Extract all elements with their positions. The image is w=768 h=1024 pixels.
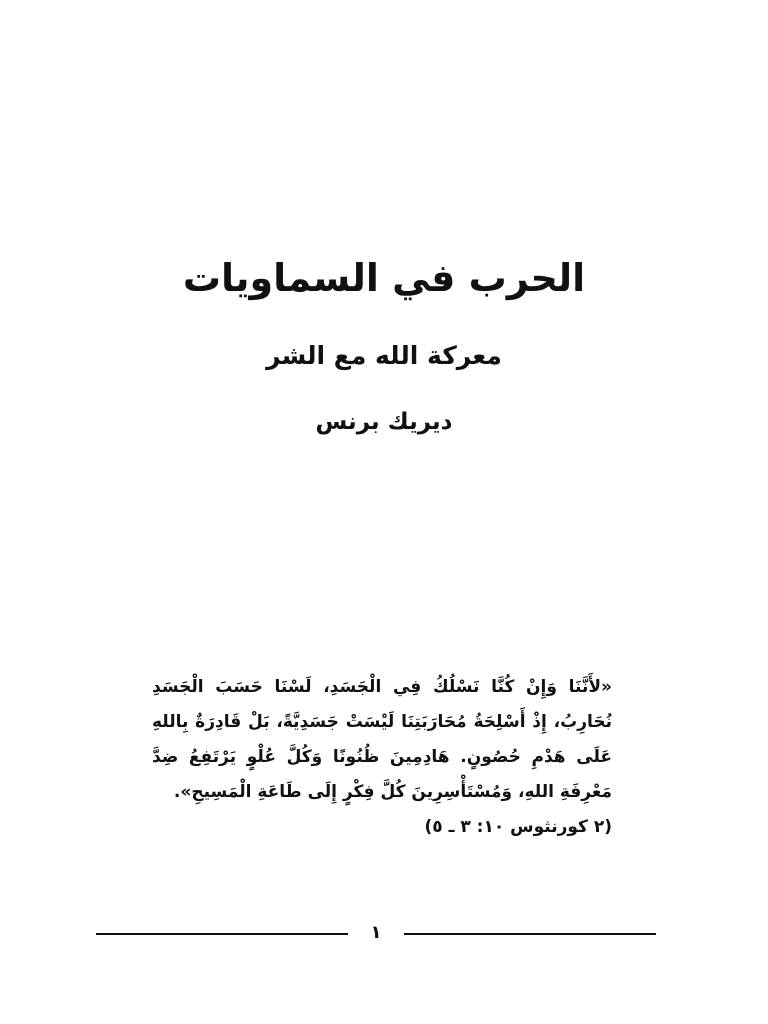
book-title: الحرب في السماويات — [182, 256, 586, 300]
page-number: ١ — [370, 922, 382, 943]
book-author: ديريك برنس — [315, 409, 453, 435]
book-subtitle: معركة الله مع الشر — [266, 341, 502, 370]
page-footer — [96, 918, 656, 948]
epigraph — [152, 670, 612, 845]
epigraph-reference: (٢ كورنثوس ١٠: ٣ ـ ٥) — [424, 817, 612, 837]
footer-rule-right — [404, 933, 656, 935]
epigraph-text: «لأَنَّنَا وَإِنْ كُنَّا نَسْلُكُ فِي الْجَسَدِ، لَسْنَا حَسَبَ الْجَسَدِ نُحَارِبُ، إِذْ أَسْلِحَةُ مُحَارَبَتِنَا لَيْسَتْ جَسَدِيَّةً، بَلْ قَادِرَةٌ بِاللهِ عَلَى هَدْمِ حُصُونٍ. هَادِمِينَ ظُنُونًا وَكُلَّ عُلْوٍ يَرْتَفِعُ ضِدَّ مَعْرِفَةِ اللهِ، وَمُسْتَأْسِرِينَ كُلَّ فِكْرٍ إِلَى طَاعَةِ الْمَسِيحِ». — [152, 677, 612, 802]
footer-rule-left — [96, 933, 348, 935]
